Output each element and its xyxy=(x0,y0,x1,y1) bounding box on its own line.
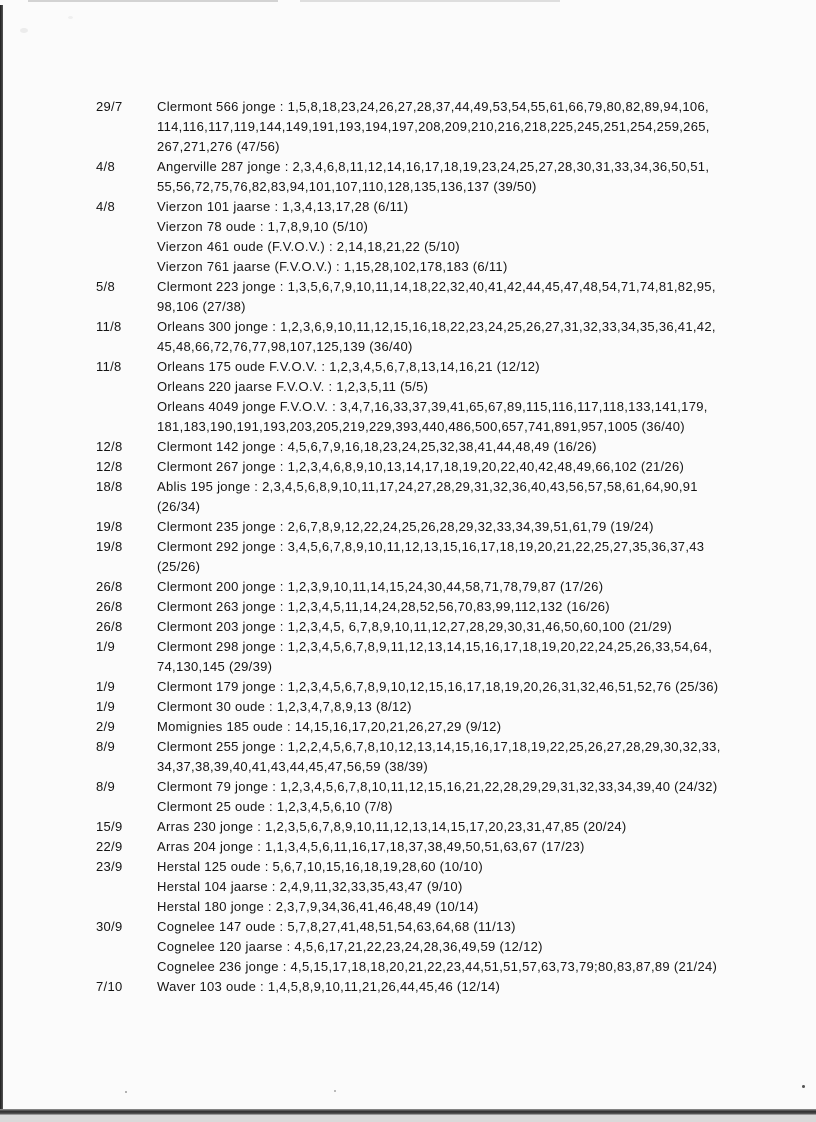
race-result xyxy=(157,357,760,377)
scan-speck xyxy=(68,16,73,19)
race-result-line: Waver 103 oude : 1,4,5,8,9,10,11,21,26,44,45,46 (12/14) xyxy=(157,979,501,994)
race-date: 19/8 xyxy=(96,519,123,534)
scan-bottom-strip xyxy=(0,1115,816,1122)
result-row xyxy=(0,397,760,437)
result-row xyxy=(0,837,760,857)
race-result xyxy=(157,437,760,457)
race-result xyxy=(157,857,760,877)
race-result xyxy=(157,977,760,997)
race-date: 8/9 xyxy=(96,739,115,754)
race-result xyxy=(157,597,760,617)
race-result-line: Clermont 200 jonge : 1,2,3,9,10,11,14,15,24,30,44,58,71,78,79,87 (17/26) xyxy=(157,579,604,594)
result-row xyxy=(0,717,760,737)
result-row xyxy=(0,897,760,917)
race-date: 12/8 xyxy=(96,459,123,474)
race-date: 26/8 xyxy=(96,579,123,594)
race-result xyxy=(157,617,760,637)
race-date xyxy=(96,797,157,817)
race-result xyxy=(157,837,760,857)
race-result xyxy=(157,97,760,157)
race-result xyxy=(157,397,760,437)
result-row xyxy=(0,677,760,697)
result-row xyxy=(0,357,760,377)
race-result-line: Clermont 203 jonge : 1,2,3,4,5, 6,7,8,9,10,11,12,27,28,29,30,31,46,50,60,100 (21/29) xyxy=(157,619,672,634)
race-result-line: Angerville 287 jonge : 2,3,4,6,8,11,12,14,16,17,18,19,23,24,25,27,28,30,31,33,34,36,50,51, xyxy=(157,159,710,174)
race-date: 1/9 xyxy=(96,639,115,654)
race-result xyxy=(157,677,760,697)
race-result-line: Herstal 104 jaarse : 2,4,9,11,32,33,35,43,47 (9/10) xyxy=(157,879,463,894)
race-result xyxy=(157,217,760,237)
scan-top-edge-artifact xyxy=(300,0,560,2)
race-result-line: 181,183,190,191,193,203,205,219,229,393,440,486,500,657,741,891,957,1005 (36/40) xyxy=(157,419,685,434)
scan-speck xyxy=(125,1091,127,1093)
scan-speck xyxy=(802,1085,805,1088)
race-result-line: Orleans 4049 jonge F.V.O.V. : 3,4,7,16,33,37,39,41,65,67,89,115,116,117,118,133,141,179, xyxy=(157,399,708,414)
race-date: 11/8 xyxy=(96,359,122,374)
race-date xyxy=(96,937,157,957)
race-result-line: Clermont 179 jonge : 1,2,3,4,5,6,7,8,9,10,12,15,16,17,18,19,20,26,31,32,46,51,52,76 (25/36) xyxy=(157,679,719,694)
race-result-line: Ablis 195 jonge : 2,3,4,5,6,8,9,10,11,17,24,27,28,29,31,32,36,40,43,56,57,58,61,64,90,91 xyxy=(157,479,698,494)
race-result-line: Clermont 30 oude : 1,2,3,4,7,8,9,13 (8/12) xyxy=(157,699,412,714)
result-row xyxy=(0,517,760,537)
race-date: 1/9 xyxy=(96,679,115,694)
result-row xyxy=(0,817,760,837)
result-row xyxy=(0,637,760,677)
result-row xyxy=(0,697,760,717)
scan-speck xyxy=(20,28,28,33)
race-result xyxy=(157,917,760,937)
race-result-line: 267,271,276 (47/56) xyxy=(157,139,280,154)
race-date xyxy=(96,397,157,437)
race-result-line: Vierzon 101 jaarse : 1,3,4,13,17,28 (6/11) xyxy=(157,199,409,214)
race-result xyxy=(157,637,760,677)
result-row xyxy=(0,197,760,217)
race-result xyxy=(157,957,760,977)
result-row xyxy=(0,937,760,957)
result-row xyxy=(0,577,760,597)
result-row xyxy=(0,317,760,357)
race-date: 29/7 xyxy=(96,99,123,114)
result-row xyxy=(0,857,760,877)
race-result xyxy=(157,457,760,477)
race-result-line: Clermont 79 jonge : 1,2,3,4,5,6,7,8,10,11,12,15,16,21,22,28,29,29,31,32,33,34,39,40 (24/32) xyxy=(157,779,718,794)
race-date: 12/8 xyxy=(96,439,123,454)
race-result-line: Arras 230 jonge : 1,2,3,5,6,7,8,9,10,11,12,13,14,15,17,20,23,31,47,85 (20/24) xyxy=(157,819,627,834)
race-date: 11/8 xyxy=(96,319,122,334)
race-result-line: Momignies 185 oude : 14,15,16,17,20,21,26,27,29 (9/12) xyxy=(157,719,502,734)
race-result xyxy=(157,317,760,357)
result-row xyxy=(0,737,760,777)
race-result xyxy=(157,477,760,517)
race-result-line: Clermont 263 jonge : 1,2,3,4,5,11,14,24,28,52,56,70,83,99,112,132 (16/26) xyxy=(157,599,610,614)
result-row xyxy=(0,777,760,797)
race-date: 22/9 xyxy=(96,839,123,854)
race-date xyxy=(96,897,157,917)
race-date: 23/9 xyxy=(96,859,123,874)
race-result-line: Clermont 142 jonge : 4,5,6,7,9,16,18,23,24,25,32,38,41,44,48,49 (16/26) xyxy=(157,439,597,454)
race-result-line: Orleans 175 oude F.V.O.V. : 1,2,3,4,5,6,7,8,13,14,16,21 (12/12) xyxy=(157,359,540,374)
race-result-line: Clermont 566 jonge : 1,5,8,18,23,24,26,27,28,37,44,49,53,54,55,61,66,79,80,82,89,94,106, xyxy=(157,99,709,114)
race-result-line: Clermont 223 jonge : 1,3,5,6,7,9,10,11,14,18,22,32,40,41,42,44,45,47,48,54,71,74,81,82,95, xyxy=(157,279,716,294)
race-result-line: Arras 204 jonge : 1,1,3,4,5,6,11,16,17,18,37,38,49,50,51,63,67 (17/23) xyxy=(157,839,585,854)
race-date xyxy=(96,377,157,397)
race-result-line: (25/26) xyxy=(157,559,201,574)
race-result-line: Herstal 180 jonge : 2,3,7,9,34,36,41,46,48,49 (10/14) xyxy=(157,899,479,914)
race-date: 15/9 xyxy=(96,819,123,834)
race-result-line: 55,56,72,75,76,82,83,94,101,107,110,128,135,136,137 (39/50) xyxy=(157,179,537,194)
result-row xyxy=(0,157,760,197)
race-result-line: Clermont 235 jonge : 2,6,7,8,9,12,22,24,25,26,28,29,32,33,34,39,51,61,79 (19/24) xyxy=(157,519,654,534)
race-result xyxy=(157,897,760,917)
race-date: 30/9 xyxy=(96,919,123,934)
race-result xyxy=(157,877,760,897)
result-row xyxy=(0,97,760,157)
result-row xyxy=(0,437,760,457)
race-result-line: Clermont 267 jonge : 1,2,3,4,6,8,9,10,13,14,17,18,19,20,22,40,42,48,49,66,102 (21/26) xyxy=(157,459,685,474)
race-result xyxy=(157,697,760,717)
scan-speck xyxy=(334,1090,336,1092)
result-row xyxy=(0,977,760,997)
race-result xyxy=(157,577,760,597)
race-result-line: Clermont 292 jonge : 3,4,5,6,7,8,9,10,11,12,13,15,16,17,18,19,20,21,22,25,27,35,36,37,43 xyxy=(157,539,705,554)
race-result xyxy=(157,817,760,837)
scan-top-edge-artifact xyxy=(28,0,278,2)
result-row xyxy=(0,477,760,517)
race-date xyxy=(96,257,157,277)
race-date: 8/9 xyxy=(96,779,115,794)
race-result xyxy=(157,717,760,737)
race-result-line: Clermont 298 jonge : 1,2,3,4,5,6,7,8,9,11,12,13,14,15,16,17,18,19,20,22,24,25,26,33,54,64, xyxy=(157,639,713,654)
race-result-line: Vierzon 78 oude : 1,7,8,9,10 (5/10) xyxy=(157,219,369,234)
result-row xyxy=(0,457,760,477)
race-date xyxy=(96,957,157,977)
race-result-line: 45,48,66,72,76,77,98,107,125,139 (36/40) xyxy=(157,339,413,354)
race-result-line: Cognelee 147 oude : 5,7,8,27,41,48,51,54,63,64,68 (11/13) xyxy=(157,919,516,934)
race-result xyxy=(157,157,760,197)
race-result xyxy=(157,277,760,317)
result-row xyxy=(0,917,760,937)
race-result-line: Clermont 255 jonge : 1,2,2,4,5,6,7,8,10,12,13,14,15,16,17,18,19,22,25,26,27,28,29,30,32,33, xyxy=(157,739,721,754)
race-date: 18/8 xyxy=(96,479,123,494)
race-results-list xyxy=(0,97,760,997)
race-result-line: Orleans 220 jaarse F.V.O.V. : 1,2,3,5,11 (5/5) xyxy=(157,379,429,394)
race-result xyxy=(157,797,760,817)
result-row xyxy=(0,257,760,277)
race-result-line: Herstal 125 oude : 5,6,7,10,15,16,18,19,28,60 (10/10) xyxy=(157,859,483,874)
race-date xyxy=(96,217,157,237)
result-row xyxy=(0,277,760,317)
result-row xyxy=(0,537,760,577)
race-date: 26/8 xyxy=(96,599,123,614)
result-row xyxy=(0,617,760,637)
race-result-line: 34,37,38,39,40,41,43,44,45,47,56,59 (38/39) xyxy=(157,759,428,774)
result-row xyxy=(0,377,760,397)
result-row xyxy=(0,217,760,237)
race-result xyxy=(157,197,760,217)
race-result-line: Clermont 25 oude : 1,2,3,4,5,6,10 (7/8) xyxy=(157,799,393,814)
race-result xyxy=(157,237,760,257)
race-date: 4/8 xyxy=(96,199,115,214)
race-result xyxy=(157,537,760,577)
result-row xyxy=(0,237,760,257)
race-date xyxy=(96,237,157,257)
result-row xyxy=(0,797,760,817)
race-date: 26/8 xyxy=(96,619,123,634)
race-result xyxy=(157,257,760,277)
result-row xyxy=(0,597,760,617)
race-result xyxy=(157,937,760,957)
race-result-line: 114,116,117,119,144,149,191,193,194,197,208,209,210,216,218,225,245,251,254,259,265, xyxy=(157,119,710,134)
race-result xyxy=(157,737,760,777)
race-result-line: 98,106 (27/38) xyxy=(157,299,246,314)
race-result xyxy=(157,377,760,397)
race-result xyxy=(157,777,760,797)
race-date: 1/9 xyxy=(96,699,115,714)
race-result-line: Cognelee 236 jonge : 4,5,15,17,18,18,20,21,22,23,44,51,51,57,63,73,79;80,83,87,89 (21/24) xyxy=(157,959,718,974)
race-date: 4/8 xyxy=(96,159,115,174)
race-date: 19/8 xyxy=(96,539,123,554)
race-date: 2/9 xyxy=(96,719,115,734)
race-result-line: Orleans 300 jonge : 1,2,3,6,9,10,11,12,15,16,18,22,23,24,25,26,27,31,32,33,34,35,36,41,42, xyxy=(157,319,716,334)
race-date xyxy=(96,877,157,897)
race-result-line: (26/34) xyxy=(157,499,201,514)
result-row xyxy=(0,957,760,977)
race-result-line: Cognelee 120 jaarse : 4,5,6,17,21,22,23,24,28,36,49,59 (12/12) xyxy=(157,939,543,954)
result-row xyxy=(0,877,760,897)
race-result-line: Vierzon 761 jaarse (F.V.O.V.) : 1,15,28,102,178,183 (6/11) xyxy=(157,259,508,274)
race-result-line: 74,130,145 (29/39) xyxy=(157,659,273,674)
race-date: 7/10 xyxy=(96,979,123,994)
race-result xyxy=(157,517,760,537)
race-date: 5/8 xyxy=(96,279,115,294)
race-result-line: Vierzon 461 oude (F.V.O.V.) : 2,14,18,21,22 (5/10) xyxy=(157,239,460,254)
